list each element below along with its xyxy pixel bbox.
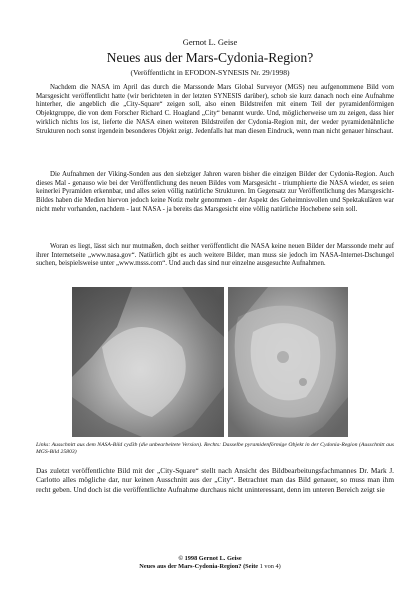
footer-title: Neues aus der Mars-Cydonia-Region? (Seite <box>139 563 259 570</box>
paragraph-3: Woran es liegt, lässt sich nur mutmaßen, doch seither veröffentlicht die NASA keine neuen Bilder der Marssonde mehr auf ihrer Internetseite „www.nasa.gov“. Natürlich gibt es auch weitere Bilder, man muss sie jedoch im NASA-Internet-Dschungel suchen, beispielsweise unter „www.msss.com“. Und auch das sind nur einzelne ausgesuchte Aufnahmen. <box>36 243 394 268</box>
paragraph-2: Die Aufnahmen der Viking-Sonden aus den siebziger Jahren waren bisher die einzigen Bilder der Cydonia-Region. Auch dieses Mal - genauso wie bei der Veröffentlichung des neuen Bildes vom Marsgesicht - triumphierte die NASA wieder, es seien keinerlei Pyramiden erkennbar, und alles seien völlig natürliche Strukturen. Im Gegensatz zur Veröffentlichung des Marsgesicht-Bildes haben die Medien hiervon jedoch keine Notiz mehr genommen - der Aspekt des Geheimnisvollen und Spektakulären war nicht mehr vorhanden, nachdem - laut NASA - ja bereits das Marsgesicht eine völlig natürliche Hochebene sein soll. <box>36 171 394 213</box>
author-name: Gernot L. Geise <box>182 37 238 47</box>
mgs-image-25803 <box>228 287 348 437</box>
paragraph-1: Nachdem die NASA im April das durch die Marssonde Mars Global Surveyor (MGS) neu aufgenommene Bild vom Marsgesicht veröffentlicht hatte (wir berichteten in der letzten SYNESIS darüber), schob sie kurz danach noch eine Aufnahme hinterher, die angeblich die „City-Square“ zeigen soll, also einen Bildstreifen mit einem Teil der pyramidenförmigen Objektgruppe, die von dem Forscher Richard C. Hoagland „City“ benannt wurde. Und, möglicherweise um zu zeigen, dass hier wirklich nichts los ist, lieferte die NASA einen weiteren Bildstreifen der Cydonia-Region mit, der weder pyramidenähnliche Strukturen noch sonst irgendein besonderes Objekt zeigt. Jedenfalls hat man diesen Eindruck, wenn man nicht genauer hinschaut. <box>36 84 394 135</box>
footer-page-separator: von <box>264 563 274 570</box>
body-section-2 <box>36 171 394 215</box>
article-title: Neues aus der Mars-Cydonia-Region? <box>106 50 314 65</box>
footer-copyright: © 1998 Gernot L. Geise <box>178 555 242 562</box>
figure-caption: Links: Ausschnitt aus dem NASA-Bild cyd3b (die unbearbeitete Version). Rechts: Dasselbe pyramidenförmige Objekt in der Cydonia-Region (Ausschnitt aus MGS-Bild 25803) <box>36 442 394 455</box>
body-section-1 <box>36 84 394 136</box>
footer-page-total: 4) <box>275 563 281 570</box>
body-section-4 <box>36 466 394 494</box>
viking-image-cyd3b <box>72 287 224 437</box>
page-footer <box>0 555 420 571</box>
mars-image-figure <box>72 287 347 437</box>
paragraph-4: Das zuletzt veröffentlichte Bild mit der „City-Square“ stellt nach Ansicht des Bildbearbeitungsfachmannes Dr. Mark J. Carlotto alles mögliche dar, nur keinen Ausschnitt aus der „City“. Betrachtet man das Bild genauer, so muss man ihm recht geben. Und doch ist die veröffentlichte Aufnahme durchaus nicht uninteressant, denn im unteren Bereich zeigt sie <box>36 466 394 494</box>
footer-page-number: 1 <box>259 563 263 570</box>
body-section-3 <box>36 243 394 269</box>
publication-note: (Veröffentlicht in EFODON-SYNESIS Nr. 29/1998) <box>130 68 290 77</box>
footer-title-line <box>0 563 420 571</box>
